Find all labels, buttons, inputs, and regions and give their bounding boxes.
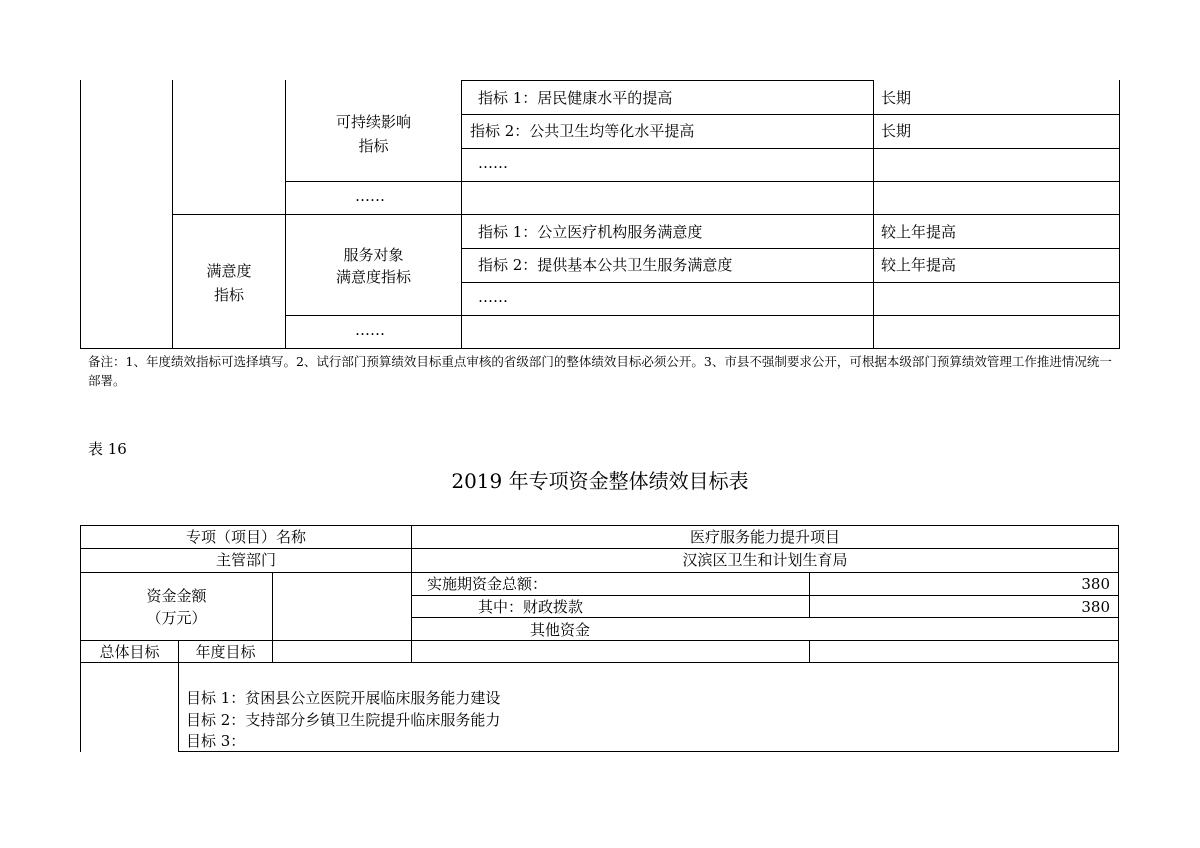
total-fund-label: 实施期资金总额： (427, 575, 548, 593)
project-name-value: 医疗服务能力提升项目 (689, 528, 840, 546)
fund-amount-label: 资金金额 （万元） (146, 587, 207, 627)
indicator-1-value: 长期 (881, 89, 912, 107)
ellipsis: …… (478, 288, 508, 306)
table-note: 备注：1、年度绩效指标可选择填写。2、试行部门预算绩效目标重点审核的省级部门的整体绩效目标必须公开。3、市县不强制要求公开，可根据本级部门预算绩效管理工作推进情况统一部署。 (88, 354, 1112, 388)
fiscal-fund-value: 380 (1081, 598, 1110, 616)
project-name-label: 专项（项目）名称 (185, 528, 306, 546)
ellipsis: …… (355, 187, 385, 205)
indicator-1-value: 较上年提高 (881, 223, 957, 241)
other-fund-label: 其他资金 (530, 621, 591, 639)
page-title: 2019 年专项资金整体绩效目标表 (451, 469, 749, 493)
goal-item: 目标 2：支持部分乡镇卫生院提升临床服务能力 (186, 711, 501, 729)
indicator-2-text: 指标 2：公共卫生均等化水平提高 (470, 122, 695, 140)
goal-item: 目标 1：贫困县公立医院开展临床服务能力建设 (186, 689, 501, 707)
indicator-2-value: 较上年提高 (881, 256, 957, 274)
table-number: 表 16 (88, 440, 127, 458)
fiscal-fund-label: 其中：财政拨款 (478, 598, 584, 616)
indicator-1-text: 指标 1：居民健康水平的提高 (478, 89, 673, 107)
indicator-2-text: 指标 2：提供基本公共卫生服务满意度 (478, 256, 733, 274)
ellipsis: …… (355, 321, 385, 339)
sustainable-impact-label: 可持续影响 指标 (335, 113, 411, 155)
indicator-1-text: 指标 1：公立医疗机构服务满意度 (478, 223, 703, 241)
ellipsis: …… (478, 154, 508, 172)
satisfaction-indicator-label: 满意度 指标 (206, 262, 252, 304)
indicator-2-value: 长期 (881, 122, 912, 140)
goal-item: 目标 3： (186, 732, 246, 750)
total-fund-value: 380 (1081, 575, 1110, 593)
annual-goal-label: 年度目标 (195, 643, 256, 661)
department-value: 汉滨区卫生和计划生育局 (682, 551, 848, 569)
service-satisfaction-label: 服务对象 满意度指标 (335, 246, 411, 286)
department-label: 主管部门 (215, 551, 276, 569)
overall-goal-label: 总体目标 (99, 643, 160, 661)
